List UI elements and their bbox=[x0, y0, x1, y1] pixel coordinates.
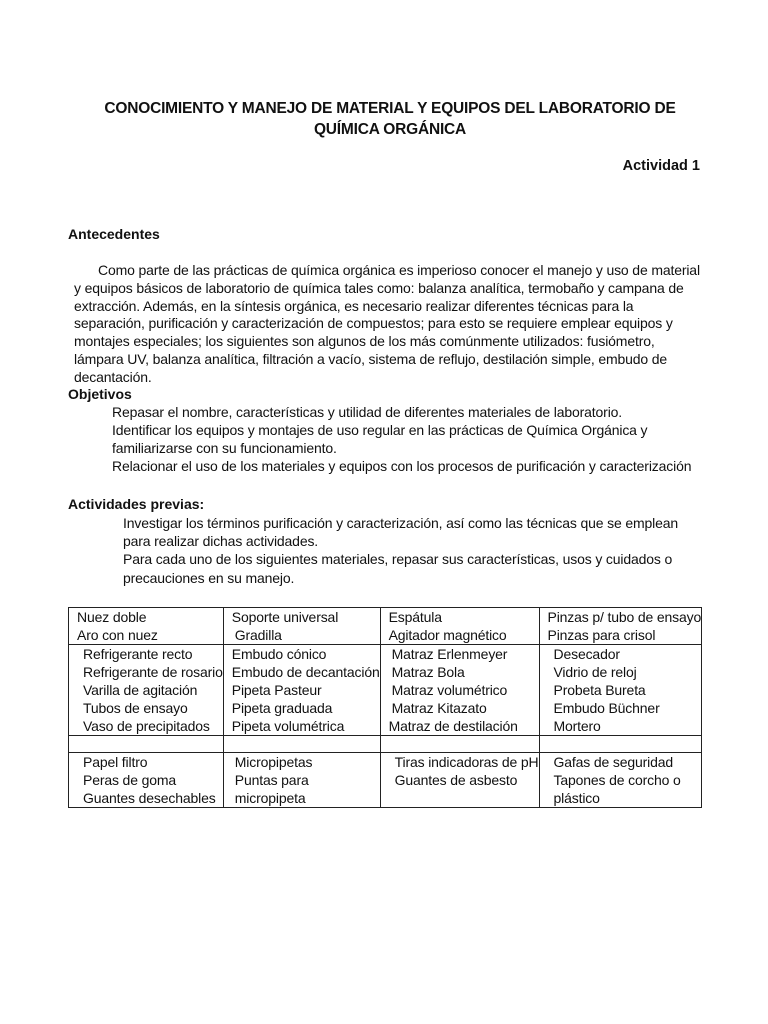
table-cell bbox=[69, 736, 224, 753]
material-item: Papel filtro bbox=[83, 754, 148, 770]
material-item: Pipeta volumétrica bbox=[231, 718, 345, 734]
table-cell bbox=[223, 753, 380, 808]
objetivo-item: Repasar el nombre, características y utilidad de diferentes materiales de laboratorio. bbox=[112, 404, 623, 420]
material-item: Pinzas p/ tubo de ensayo bbox=[547, 609, 702, 625]
actividad-previa-item: Para cada uno de los siguientes materiales, repasar sus características, usos y cuidados o precauciones en su manejo. bbox=[123, 551, 673, 586]
material-item: Aro con nuez bbox=[77, 627, 158, 643]
table-row bbox=[69, 608, 702, 645]
table-cell bbox=[69, 645, 224, 736]
material-item: micropipeta bbox=[234, 790, 306, 806]
table-cell bbox=[380, 608, 539, 645]
table-cell bbox=[223, 645, 380, 736]
antecedentes-heading: Antecedentes bbox=[68, 226, 160, 242]
material-item: Guantes desechables bbox=[83, 790, 216, 806]
table-cell bbox=[539, 753, 702, 808]
actividad-previa-item: Investigar los términos purificación y caracterización, así como las técnicas que se emplean para realizar dichas actividades. bbox=[123, 515, 679, 550]
material-item: Matraz volumétrico bbox=[391, 682, 508, 698]
material-item: Nuez doble bbox=[77, 609, 147, 625]
antecedentes-text: Como parte de las prácticas de química orgánica es imperioso conocer el manejo y uso de material y equipos básicos de laboratorio de química tales como: balanza analítica, termobaño y campana de extracción. Además, en la síntesis orgánica, es necesario realizar diferentes técnicas para la separación, purificación y caracterización de compuestos; para esto se requiere emplear equipos y montajes especiales; los siguientes son algunos de los más comúnmente utilizados: fusiómetro, lámpara UV, balanza analítica, filtración a vacío, sistema de reflujo, destilación simple, embudo de decantación. bbox=[74, 262, 700, 385]
material-item: Tubos de ensayo bbox=[83, 700, 188, 716]
material-item: Embudo Büchner bbox=[553, 700, 660, 716]
material-item: Vidrio de reloj bbox=[553, 664, 637, 680]
material-item: Gafas de seguridad bbox=[553, 754, 673, 770]
table-cell bbox=[539, 608, 702, 645]
table-cell bbox=[539, 645, 702, 736]
material-item: Vaso de precipitados bbox=[83, 718, 210, 734]
material-item: Micropipetas bbox=[234, 754, 313, 770]
material-item: Gradilla bbox=[234, 627, 282, 643]
material-item: Varilla de agitación bbox=[83, 682, 198, 698]
material-item: Embudo de decantación bbox=[231, 664, 380, 680]
table-row-empty bbox=[69, 736, 702, 753]
table-row bbox=[69, 645, 702, 736]
table-cell bbox=[380, 753, 539, 808]
table-cell bbox=[223, 736, 380, 753]
antecedentes-paragraph bbox=[74, 262, 701, 387]
title-line-1: CONOCIMIENTO Y MANEJO DE MATERIAL Y EQUIPOS DEL LABORATORIO DE bbox=[104, 100, 676, 117]
material-item: Pinzas para crisol bbox=[547, 627, 656, 643]
material-item: Espátula bbox=[388, 609, 442, 625]
objetivos-heading: Objetivos bbox=[68, 386, 132, 402]
material-item: Tiras indicadoras de pH bbox=[394, 754, 539, 770]
material-item: Matraz Bola bbox=[391, 664, 465, 680]
materials-table bbox=[68, 607, 702, 808]
material-item: Agitador magnético bbox=[388, 627, 507, 643]
material-item: Peras de goma bbox=[83, 772, 176, 788]
actividades-previas-heading: Actividades previas: bbox=[68, 496, 205, 512]
material-item: Soporte universal bbox=[231, 609, 339, 625]
table-cell bbox=[380, 645, 539, 736]
table-cell bbox=[69, 753, 224, 808]
material-item: Pipeta graduada bbox=[231, 700, 333, 716]
objetivo-item: Relacionar el uso de los materiales y equipos con los procesos de purificación y caracterización bbox=[112, 458, 692, 474]
table-cell bbox=[380, 736, 539, 753]
material-item: Refrigerante recto bbox=[83, 646, 193, 662]
material-item: Probeta Bureta bbox=[553, 682, 646, 698]
material-item: Desecador bbox=[553, 646, 620, 662]
material-item: Matraz Erlenmeyer bbox=[391, 646, 508, 662]
actividades-previas-list bbox=[123, 514, 703, 587]
material-item: Mortero bbox=[553, 718, 601, 734]
objetivos-list bbox=[112, 403, 702, 475]
table-cell bbox=[223, 608, 380, 645]
material-item: Matraz de destilación bbox=[388, 718, 518, 734]
material-item: Refrigerante de rosario bbox=[83, 664, 223, 680]
material-item: Guantes de asbesto bbox=[394, 772, 518, 788]
objetivo-item: Identificar los equipos y montajes de uso regular en las prácticas de Química Orgánica y familiarizarse con su funcionamiento. bbox=[112, 422, 648, 456]
table-row bbox=[69, 753, 702, 808]
table-cell bbox=[69, 608, 224, 645]
material-item: Pipeta Pasteur bbox=[231, 682, 322, 698]
title-line-2: QUÍMICA ORGÁNICA bbox=[313, 121, 467, 138]
material-item: Matraz Kitazato bbox=[391, 700, 487, 716]
document-title bbox=[90, 98, 690, 140]
activity-label: Actividad 1 bbox=[622, 158, 700, 174]
material-item: Puntas para bbox=[234, 772, 309, 788]
table-cell bbox=[539, 736, 702, 753]
material-item: Embudo cónico bbox=[231, 646, 327, 662]
material-item: Tapones de corcho o bbox=[553, 772, 681, 788]
material-item: plástico bbox=[553, 790, 600, 806]
